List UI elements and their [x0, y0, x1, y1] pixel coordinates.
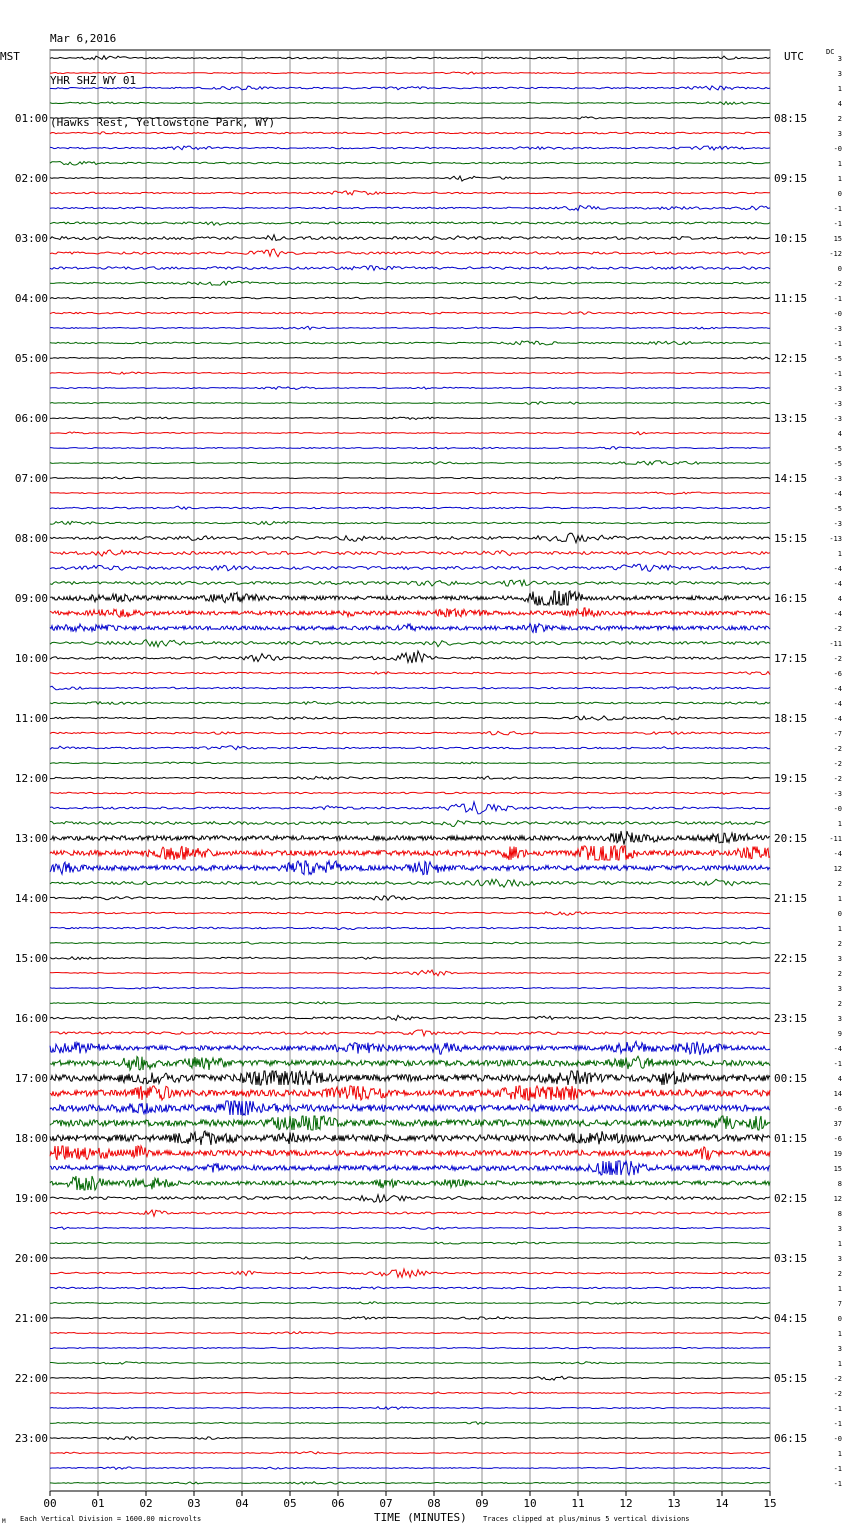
trace-row-93 [50, 1437, 770, 1440]
trace-row-24 [50, 402, 770, 405]
dc-offset-row-58: 0 [837, 910, 842, 918]
x-tick-label-14: 14 [715, 1497, 729, 1510]
dc-offset-row-57: 1 [837, 895, 842, 903]
dc-offset-row-96: -1 [833, 1480, 842, 1488]
trace-row-34 [50, 550, 770, 556]
mst-hour-label-9: 09:00 [14, 592, 48, 605]
trace-row-19 [50, 326, 770, 329]
trace-row-82 [50, 1269, 770, 1277]
dc-offset-row-93: -0 [833, 1435, 842, 1443]
x-tick-label-09: 09 [475, 1497, 489, 1510]
trace-row-28 [50, 461, 770, 465]
plot-date: Mar 6,2016 [50, 32, 117, 45]
trace-row-53 [50, 831, 770, 845]
dc-offset-row-75: 15 [833, 1165, 842, 1173]
dc-offset-row-11: -1 [833, 205, 842, 213]
trace-row-22 [50, 372, 770, 374]
station-location: (Hawks Rest, Yellowstone Park, WY) [50, 116, 276, 129]
dc-offset-row-71: -6 [833, 1105, 842, 1113]
dc-offset-row-22: -1 [833, 370, 842, 378]
dc-offset-row-63: 3 [837, 985, 842, 993]
dc-offset-row-81: 3 [837, 1255, 842, 1263]
x-axis-label: TIME (MINUTES) [374, 1511, 467, 1524]
trace-row-21 [50, 357, 770, 359]
utc-hour-label-5: 12:15 [774, 352, 808, 365]
dc-offset-row-16: -2 [833, 280, 842, 288]
dc-offset-row-18: -0 [833, 310, 842, 318]
trace-row-66 [50, 1030, 770, 1036]
utc-hour-label-23: 06:15 [774, 1432, 808, 1445]
trace-row-50 [50, 792, 770, 794]
trace-row-47 [50, 746, 770, 750]
dc-offset-row-19: -3 [833, 325, 842, 333]
dc-offset-row-68: -1 [833, 1060, 842, 1068]
mst-hour-label-5: 05:00 [14, 352, 48, 365]
trace-row-35 [50, 564, 770, 571]
mst-hour-label-2: 02:00 [14, 172, 48, 185]
x-tick-label-04: 04 [235, 1497, 249, 1510]
x-tick-label-00: 00 [43, 1497, 57, 1510]
mst-hour-label-22: 22:00 [14, 1372, 48, 1385]
dc-offset-row-26: 4 [837, 430, 842, 438]
trace-row-86 [50, 1331, 770, 1333]
dc-offset-header: DC [826, 48, 835, 56]
dc-offset-row-92: -1 [833, 1420, 842, 1428]
dc-offset-row-51: -0 [833, 805, 842, 813]
mst-hour-label-15: 15:00 [14, 952, 48, 965]
dc-offset-row-52: 1 [837, 820, 842, 828]
trace-row-75 [50, 1161, 770, 1175]
trace-row-40 [50, 640, 770, 647]
dc-offset-row-44: -4 [833, 700, 842, 708]
trace-row-2 [50, 72, 770, 74]
trace-row-48 [50, 762, 770, 764]
dc-offset-row-34: 1 [837, 550, 842, 558]
dc-offset-row-27: -5 [833, 445, 842, 453]
dc-offset-row-23: -3 [833, 385, 842, 393]
x-tick-label-15: 15 [763, 1497, 777, 1510]
trace-row-23 [50, 387, 770, 390]
trace-row-55 [50, 861, 770, 875]
trace-row-15 [50, 266, 770, 271]
dc-offset-row-1: 3 [837, 55, 842, 63]
trace-row-51 [50, 802, 770, 814]
station-code: YHR SHZ WY 01 [50, 74, 137, 87]
footer-mark: M [2, 1518, 6, 1525]
dc-offset-row-6: 3 [837, 130, 842, 138]
utc-hour-label-18: 01:15 [774, 1132, 808, 1145]
dc-offset-row-84: 7 [837, 1300, 842, 1308]
trace-row-38 [50, 608, 770, 617]
trace-row-17 [50, 297, 770, 299]
mst-hour-label-10: 10:00 [14, 652, 48, 665]
dc-offset-row-74: 19 [833, 1150, 842, 1158]
dc-offset-row-61: 3 [837, 955, 842, 963]
trace-row-29 [50, 477, 770, 479]
trace-row-16 [50, 281, 770, 285]
mst-hour-label-1: 01:00 [14, 112, 48, 125]
trace-row-12 [50, 222, 770, 225]
dc-offset-row-54: -4 [833, 850, 842, 858]
dc-offset-row-9: 1 [837, 175, 842, 183]
x-tick-label-10: 10 [523, 1497, 537, 1510]
dc-offset-row-36: -4 [833, 580, 842, 588]
trace-row-41 [50, 651, 770, 663]
dc-offset-row-35: -4 [833, 565, 842, 573]
trace-row-5 [50, 117, 770, 119]
mst-hour-label-12: 12:00 [14, 772, 48, 785]
trace-row-8 [50, 162, 770, 166]
trace-row-79 [50, 1227, 770, 1229]
trace-row-39 [50, 623, 770, 633]
trace-row-71 [50, 1101, 770, 1115]
dc-offset-row-46: -7 [833, 730, 842, 738]
trace-row-60 [50, 942, 770, 944]
dc-offset-row-80: 1 [837, 1240, 842, 1248]
mst-hour-label-20: 20:00 [14, 1252, 48, 1265]
trace-row-68 [50, 1056, 770, 1070]
scale-note: Each Vertical Division = 1600.00 microvolts [20, 1515, 202, 1523]
trace-row-27 [50, 447, 770, 450]
utc-hour-label-9: 16:15 [774, 592, 808, 605]
x-tick-label-01: 01 [91, 1497, 105, 1510]
dc-offset-row-38: -4 [833, 610, 842, 618]
trace-row-49 [50, 776, 770, 779]
dc-offset-row-21: -5 [833, 355, 842, 363]
trace-row-62 [50, 970, 770, 976]
dc-offset-row-87: 3 [837, 1345, 842, 1353]
trace-row-43 [50, 686, 770, 690]
dc-offset-row-32: -3 [833, 520, 842, 528]
trace-row-85 [50, 1317, 770, 1320]
trace-row-26 [50, 432, 770, 435]
utc-hour-label-4: 11:15 [774, 292, 808, 305]
trace-row-83 [50, 1287, 770, 1289]
dc-offset-row-76: 8 [837, 1180, 842, 1188]
trace-row-18 [50, 312, 770, 315]
trace-row-44 [50, 701, 770, 704]
mst-hour-label-23: 23:00 [14, 1432, 48, 1445]
dc-offset-row-45: -4 [833, 715, 842, 723]
dc-offset-row-55: 12 [833, 865, 842, 873]
mst-hour-label-17: 17:00 [14, 1072, 48, 1085]
dc-offset-row-94: 1 [837, 1450, 842, 1458]
dc-offset-row-73: -6 [833, 1135, 842, 1143]
x-tick-label-02: 02 [139, 1497, 153, 1510]
trace-row-25 [50, 417, 770, 420]
dc-offset-row-67: -4 [833, 1045, 842, 1053]
dc-offset-row-91: -1 [833, 1405, 842, 1413]
dc-offset-row-2: 3 [837, 70, 842, 78]
trace-row-81 [50, 1257, 770, 1259]
trace-row-76 [50, 1176, 770, 1190]
trace-row-46 [50, 731, 770, 735]
mst-hour-label-6: 06:00 [14, 412, 48, 425]
trace-row-94 [50, 1452, 770, 1454]
trace-row-14 [50, 249, 770, 257]
trace-row-42 [50, 672, 770, 675]
trace-row-70 [50, 1086, 770, 1100]
dc-offset-row-41: -2 [833, 655, 842, 663]
trace-row-58 [50, 912, 770, 915]
dc-offset-row-78: 8 [837, 1210, 842, 1218]
x-tick-label-03: 03 [187, 1497, 201, 1510]
utc-hour-label-22: 05:15 [774, 1372, 808, 1385]
trace-row-64 [50, 1002, 770, 1004]
trace-row-45 [50, 716, 770, 720]
x-tick-label-06: 06 [331, 1497, 345, 1510]
dc-offset-row-88: 1 [837, 1360, 842, 1368]
dc-offset-row-31: -5 [833, 505, 842, 513]
trace-row-7 [50, 146, 770, 150]
dc-offset-row-89: -2 [833, 1375, 842, 1383]
dc-offset-row-28: -5 [833, 460, 842, 468]
trace-row-69 [50, 1071, 770, 1085]
dc-offset-row-39: -2 [833, 625, 842, 633]
trace-row-91 [50, 1407, 770, 1410]
x-tick-label-07: 07 [379, 1497, 393, 1510]
trace-row-78 [50, 1210, 770, 1216]
x-tick-label-12: 12 [619, 1497, 633, 1510]
dc-offset-row-42: -6 [833, 670, 842, 678]
dc-offset-row-3: 1 [837, 85, 842, 93]
dc-offset-row-48: -2 [833, 760, 842, 768]
utc-hour-label-13: 20:15 [774, 832, 808, 845]
dc-offset-row-50: -3 [833, 790, 842, 798]
dc-offset-row-64: 2 [837, 1000, 842, 1008]
trace-row-54 [50, 846, 770, 860]
trace-row-88 [50, 1362, 770, 1364]
trace-row-73 [50, 1131, 770, 1145]
dc-offset-row-24: -3 [833, 400, 842, 408]
mst-hour-label-21: 21:00 [14, 1312, 48, 1325]
dc-offset-row-72: 37 [833, 1120, 842, 1128]
dc-offset-row-47: -2 [833, 745, 842, 753]
trace-row-52 [50, 820, 770, 826]
trace-row-20 [50, 341, 770, 345]
dc-offset-row-15: 0 [837, 265, 842, 273]
trace-row-31 [50, 506, 770, 509]
trace-row-92 [50, 1422, 770, 1425]
dc-offset-row-17: -1 [833, 295, 842, 303]
trace-row-90 [50, 1392, 770, 1394]
trace-row-77 [50, 1195, 770, 1203]
x-tick-label-11: 11 [571, 1497, 585, 1510]
dc-offset-row-53: -11 [829, 835, 842, 843]
dc-offset-row-8: 1 [837, 160, 842, 168]
utc-hour-label-21: 04:15 [774, 1312, 808, 1325]
utc-hour-label-10: 17:15 [774, 652, 808, 665]
trace-row-87 [50, 1347, 770, 1348]
utc-hour-label-6: 13:15 [774, 412, 808, 425]
dc-offset-row-90: -2 [833, 1390, 842, 1398]
trace-row-6 [50, 132, 770, 134]
utc-hour-label-16: 23:15 [774, 1012, 808, 1025]
dc-offset-row-70: 14 [833, 1090, 842, 1098]
dc-offset-row-5: 2 [837, 115, 842, 123]
dc-offset-row-29: -3 [833, 475, 842, 483]
x-tick-label-08: 08 [427, 1497, 441, 1510]
mst-hour-label-16: 16:00 [14, 1012, 48, 1025]
dc-offset-row-60: 2 [837, 940, 842, 948]
utc-hour-label-15: 22:15 [774, 952, 808, 965]
trace-row-9 [50, 176, 770, 181]
mst-hour-label-8: 08:00 [14, 532, 48, 545]
mst-hour-label-3: 03:00 [14, 232, 48, 245]
utc-hour-label-20: 03:15 [774, 1252, 808, 1265]
dc-offset-row-95: -1 [833, 1465, 842, 1473]
dc-offset-row-85: 0 [837, 1315, 842, 1323]
mst-hour-label-7: 07:00 [14, 472, 48, 485]
trace-row-33 [50, 533, 770, 543]
dc-offset-row-4: 4 [837, 100, 842, 108]
trace-row-56 [50, 879, 770, 887]
dc-offset-row-56: 2 [837, 880, 842, 888]
trace-row-10 [50, 191, 770, 195]
utc-hour-label-3: 10:15 [774, 232, 808, 245]
trace-row-95 [50, 1467, 770, 1469]
trace-row-72 [50, 1116, 770, 1130]
trace-row-80 [50, 1242, 770, 1244]
utc-hour-label-8: 15:15 [774, 532, 808, 545]
clip-note: Traces clipped at plus/minus 5 vertical divisions [483, 1515, 690, 1523]
utc-hour-label-7: 14:15 [774, 472, 808, 485]
dc-offset-row-86: 1 [837, 1330, 842, 1338]
x-tick-label-05: 05 [283, 1497, 297, 1510]
mst-hour-label-18: 18:00 [14, 1132, 48, 1145]
mst-hour-label-4: 04:00 [14, 292, 48, 305]
left-timezone-label: MST [0, 50, 20, 63]
dc-offset-row-66: 9 [837, 1030, 842, 1038]
utc-hour-label-17: 00:15 [774, 1072, 808, 1085]
mst-hour-label-19: 19:00 [14, 1192, 48, 1205]
mst-hour-label-14: 14:00 [14, 892, 48, 905]
dc-offset-row-10: 0 [837, 190, 842, 198]
trace-row-1 [50, 56, 770, 60]
dc-offset-row-79: 3 [837, 1225, 842, 1233]
trace-row-36 [50, 580, 770, 586]
trace-row-89 [50, 1376, 770, 1380]
trace-row-96 [50, 1482, 770, 1485]
dc-offset-row-25: -3 [833, 415, 842, 423]
x-tick-label-13: 13 [667, 1497, 681, 1510]
utc-hour-label-11: 18:15 [774, 712, 808, 725]
dc-offset-row-20: -1 [833, 340, 842, 348]
trace-row-32 [50, 521, 770, 525]
dc-offset-row-77: 12 [833, 1195, 842, 1203]
dc-offset-row-49: -2 [833, 775, 842, 783]
dc-offset-row-14: -12 [829, 250, 842, 258]
dc-offset-row-37: 4 [837, 595, 842, 603]
utc-hour-label-12: 19:15 [774, 772, 808, 785]
dc-offset-row-82: 2 [837, 1270, 842, 1278]
mst-hour-label-11: 11:00 [14, 712, 48, 725]
trace-row-3 [50, 86, 770, 90]
utc-hour-label-1: 08:15 [774, 112, 808, 125]
utc-hour-label-19: 02:15 [774, 1192, 808, 1205]
mst-hour-label-13: 13:00 [14, 832, 48, 845]
dc-offset-row-7: -0 [833, 145, 842, 153]
trace-row-13 [50, 235, 770, 241]
trace-row-30 [50, 492, 770, 494]
trace-row-11 [50, 205, 770, 210]
dc-offset-row-69: 4 [837, 1075, 842, 1083]
dc-offset-row-12: -1 [833, 220, 842, 228]
utc-hour-label-2: 09:15 [774, 172, 808, 185]
trace-row-57 [50, 896, 770, 901]
trace-row-65 [50, 1015, 770, 1020]
utc-hour-label-14: 21:15 [774, 892, 808, 905]
dc-offset-row-65: 3 [837, 1015, 842, 1023]
dc-offset-row-43: -4 [833, 685, 842, 693]
dc-offset-row-59: 1 [837, 925, 842, 933]
right-timezone-label: UTC [784, 50, 804, 63]
dc-offset-row-62: 2 [837, 970, 842, 978]
trace-row-84 [50, 1302, 770, 1305]
dc-offset-row-33: -13 [829, 535, 842, 543]
dc-offset-row-83: 1 [837, 1285, 842, 1293]
trace-row-63 [50, 987, 770, 989]
plot-frame [50, 50, 770, 1491]
dc-offset-row-13: 15 [833, 235, 842, 243]
trace-row-67 [50, 1041, 770, 1055]
dc-offset-row-40: -11 [829, 640, 842, 648]
trace-row-37 [50, 591, 770, 605]
trace-row-61 [50, 957, 770, 960]
trace-row-59 [50, 927, 770, 929]
trace-row-74 [50, 1146, 770, 1160]
trace-row-4 [50, 102, 770, 105]
dc-offset-row-30: -4 [833, 490, 842, 498]
